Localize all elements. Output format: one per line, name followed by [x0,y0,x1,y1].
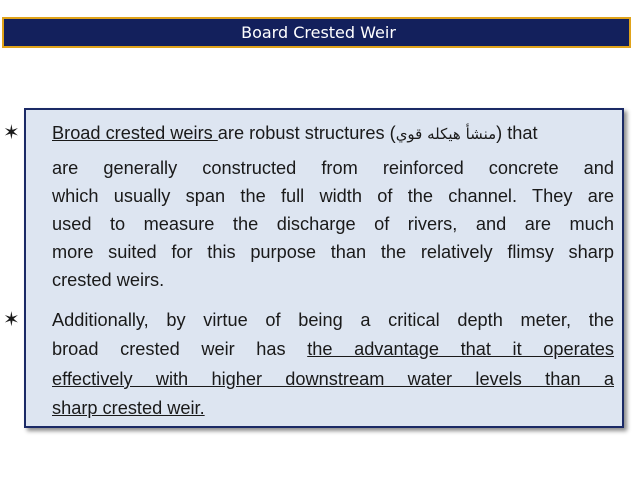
advantage-phrase: the advantage that it operates [307,339,615,359]
term-broad-crested-weirs: Broad crested weirs [52,123,218,143]
arabic-note: منشأ هيكله قوي [395,125,497,143]
bullet-1-line-6: crested weirs. [52,270,165,290]
bullet-1-line-1: Broad crested weirs are robust structures (منشأ هيكله قوي) that [52,123,538,143]
bullet-2-line-3: effectively with higher downstream water levels than a [52,369,614,389]
slide-title: Board Crested Weir [241,23,396,42]
bullet-2-line-2: broad crested weir has the advantage that it operates [52,339,615,359]
bullet-1-line-3: which usually span the full width of the channel. They are [52,186,614,206]
title-bar [2,17,631,48]
bullet-2-line-1: Additionally, by virtue of being a critical depth meter, the [52,310,614,330]
bullet-1-line-2: are generally constructed from reinforced concrete and [52,158,614,178]
bullet-star-icon: ✶ [3,309,20,331]
bullet-1-line-5: more suited for this purpose than the relatively flimsy sharp [52,242,614,262]
bullet-2-line-4: sharp crested weir. [52,398,205,418]
bullet-1-line-4: used to measure the discharge of rivers, and are much [52,214,614,234]
bullet-star-icon: ✶ [3,122,20,144]
